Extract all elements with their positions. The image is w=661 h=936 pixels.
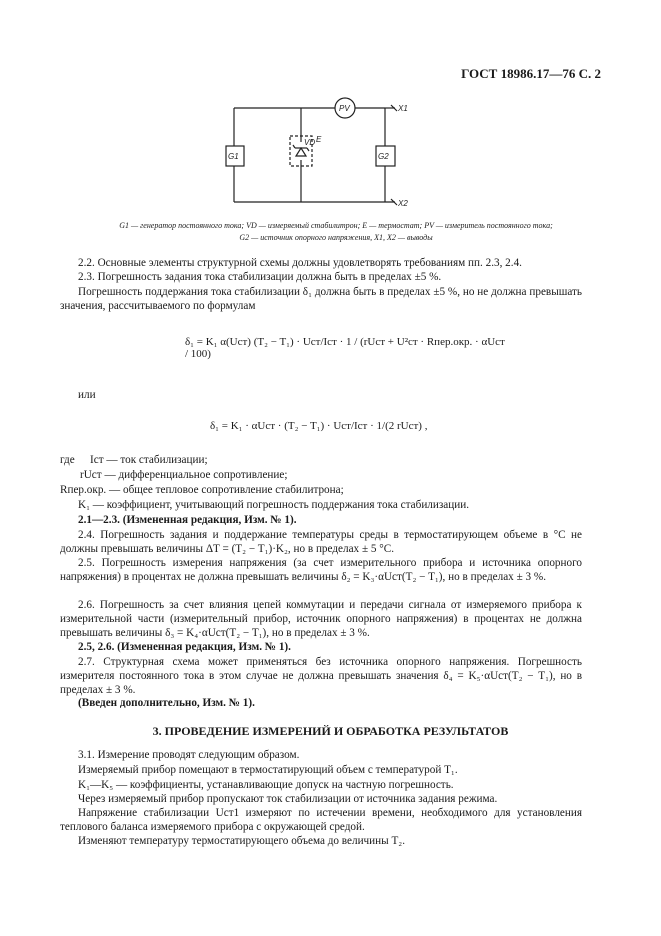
para-3-1b: K₁—K₅ — коэффициенты, устанавливающие допуск на частную погрешность. bbox=[78, 779, 454, 791]
para-2-6: 2.6. Погрешность за счет влияния цепей коммутации и передачи сигнала от измеряемого прибора к измерительной части (измерительный прибор, источник опорного напряжения) в процентах не должна превышать величины δ₃ = K₄·αUст(T₂ − T₁), но в пределах ± 3 %. bbox=[60, 599, 582, 640]
def-1: Iст — ток стабилизации; bbox=[90, 454, 208, 466]
para-2-5: 2.5. Погрешность измерения напряжения (за счет измерительного прибора и источника опорного напряжения) в процентах не должна превышать величины δ₂ = K₃·αUст(T₂ − T₁), но в пределах ± 3 %. bbox=[60, 557, 582, 584]
edition-note-2: 2.5, 2.6. (Измененная редакция, Изм. № 1). bbox=[78, 641, 291, 653]
para-3-1e: Изменяют температуру термостатирующего объема до величины T₂. bbox=[78, 835, 405, 847]
g2-label: G2 bbox=[378, 152, 389, 161]
x2-label: X2 bbox=[398, 199, 408, 208]
diagram-caption bbox=[56, 220, 616, 244]
g1-label: G1 bbox=[228, 152, 239, 161]
def-2: rUст — дифференциальное сопротивление; bbox=[80, 469, 288, 481]
para-2-4: 2.4. Погрешность задания и поддержание температуры среды в термостатирующем объеме в °С не должны превышать величины ΔT = (T₂ − T₁)·K₂, но в пределах ± 5 °С. bbox=[60, 529, 582, 556]
pv-label: PV bbox=[339, 104, 350, 113]
e-label: E bbox=[316, 135, 322, 144]
page-header: ГОСТ 18986.17—76 С. 2 bbox=[461, 66, 601, 81]
section-heading: 3. ПРОВЕДЕНИЕ ИЗМЕРЕНИЙ И ОБРАБОТКА РЕЗУЛЬТАТОВ bbox=[152, 724, 509, 738]
vd-label: VD bbox=[304, 138, 316, 147]
formula-1: δ₁ = K₁ α(Uст) (T₂ − T₁) · Uст/Iст · 1 / (rUст + U²ст · Rпер.окр. · αUст / 100) bbox=[185, 336, 505, 360]
para-2-3: 2.3. Погрешность задания тока стабилизации должна быть в пределах ±5 %. bbox=[78, 271, 442, 283]
x1-label: X1 bbox=[398, 104, 408, 113]
para-error-1: Погрешность поддержания тока стабилизации δ₁ должна быть в пределах ±5 %, но не должна превышать значения, рассчитываемого по формулам bbox=[60, 286, 582, 313]
def-4: K₁ — коэффициент, учитывающий погрешность поддержания тока стабилизации. bbox=[78, 499, 470, 511]
caption-line-2: G2 — источник опорного напряжения, X1, X2 — выводы bbox=[239, 233, 433, 242]
circuit-diagram bbox=[220, 96, 420, 214]
edition-note-1: 2.1—2.3. (Измененная редакция, Изм. № 1). bbox=[78, 514, 297, 526]
where-text: где bbox=[60, 454, 75, 466]
para-3-1c: Через измеряемый прибор пропускают ток стабилизации от источника задания режима. bbox=[78, 793, 498, 805]
para-3-1: 3.1. Измерение проводят следующим образом. bbox=[78, 749, 300, 761]
para-2-2: 2.2. Основные элементы структурной схемы должны удовлетворять требованиям пп. 2.3, 2.4. bbox=[78, 257, 522, 269]
edition-note-3: (Введен дополнительно, Изм. № 1). bbox=[78, 697, 255, 709]
para-3-1d: Напряжение стабилизации Uст1 измеряют по истечении времени, необходимого для установления теплового баланса измеряемого прибора с окружающей средой. bbox=[60, 807, 582, 834]
para-3-1a: Измеряемый прибор помещают в термостатирующий объем с температурой T₁. bbox=[78, 764, 458, 776]
or-text: или bbox=[78, 389, 96, 401]
caption-line-1: G1 — генератор постоянного тока; VD — измеряемый стабилитрон; E — термостат; PV — измеритель постоянного тока; bbox=[119, 221, 553, 230]
para-2-7: 2.7. Структурная схема может применяться без источника опорного напряжения. Погрешность измерителя постоянного тока в этом случае не должна превышать значения δ₄ = K₅·αUст(T₂ − T₁), но в пределах ± 3 %. bbox=[60, 656, 582, 697]
formula-2: δ₁ = K₁ · αUст · (T₂ − T₁) · Uст/Iст · 1/(2 rUст) , bbox=[210, 420, 428, 432]
def-3: Rпер.окр. — общее тепловое сопротивление стабилитрона; bbox=[60, 484, 344, 496]
